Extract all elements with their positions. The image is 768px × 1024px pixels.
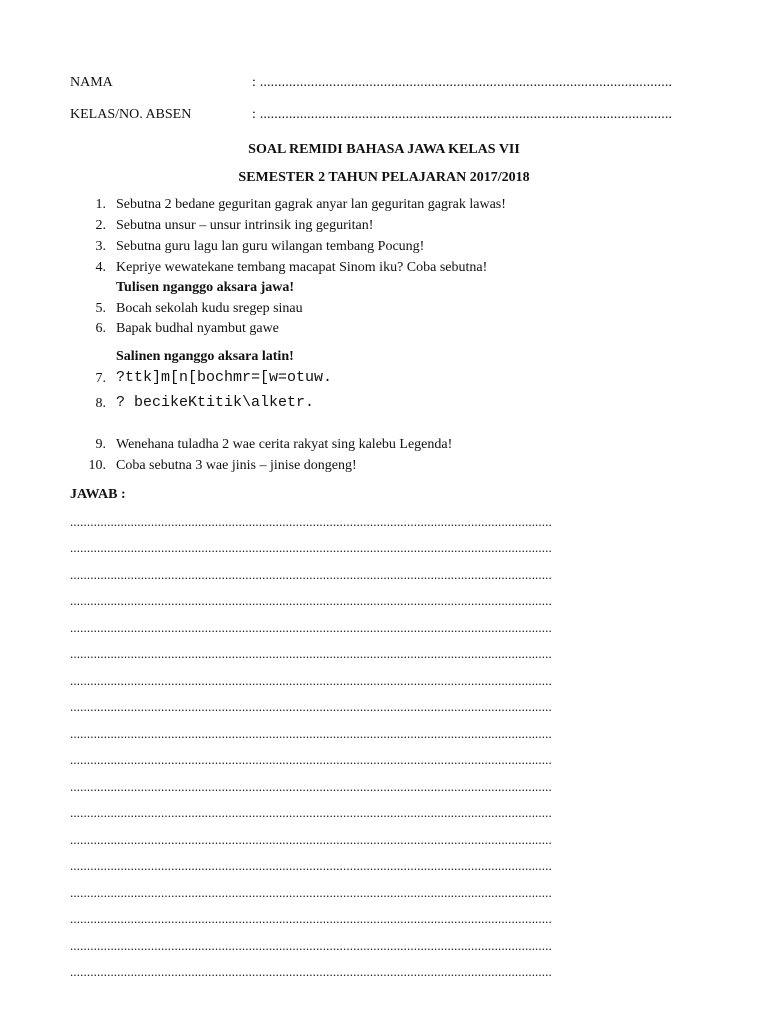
section-heading-aksara-latin: Salinen nganggo aksara latin! xyxy=(116,349,294,364)
answer-line: ............................................................................................................................................... xyxy=(70,964,552,979)
answer-line: ............................................................................................................................................... xyxy=(70,726,552,741)
document-subtitle: SEMESTER 2 TAHUN PELAJARAN 2017/2018 xyxy=(238,170,530,185)
answer-line: ............................................................................................................................................... xyxy=(70,620,552,635)
question-aksara-text: ? becikeKtitik\alketr. xyxy=(116,394,315,411)
answer-line: ............................................................................................................................................... xyxy=(70,911,552,926)
answer-line: ............................................................................................................................................... xyxy=(70,858,552,873)
answer-line: ............................................................................................................................................... xyxy=(70,938,552,953)
answer-line: ............................................................................................................................................... xyxy=(70,699,552,714)
question-text: Kepriye wewatekane tembang macapat Sinom iku? Coba sebutna! xyxy=(116,260,488,275)
answer-line: ............................................................................................................................................... xyxy=(70,646,552,661)
question-text: Wenehana tuladha 2 wae cerita rakyat sing kalebu Legenda! xyxy=(116,437,453,452)
question-number: 1. xyxy=(95,197,106,212)
question-text: Sebutna unsur – unsur intrinsik ing geguritan! xyxy=(116,218,374,233)
answer-line: ............................................................................................................................................... xyxy=(70,540,552,555)
question-number: 6. xyxy=(95,321,106,336)
question-text: Coba sebutna 3 wae jinis – jinise dongeng! xyxy=(116,458,357,473)
answer-line: ............................................................................................................................................... xyxy=(70,514,552,529)
name-field-label: NAMA xyxy=(70,75,113,90)
question-number: 4. xyxy=(95,260,106,275)
answer-line: ............................................................................................................................................... xyxy=(70,805,552,820)
question-text: Bapak budhal nyambut gawe xyxy=(116,321,279,336)
answer-line: ............................................................................................................................................... xyxy=(70,885,552,900)
class-field-label: KELAS/NO. ABSEN xyxy=(70,107,192,122)
answer-line: ............................................................................................................................................... xyxy=(70,567,552,582)
question-number: 3. xyxy=(95,239,106,254)
class-field-blank: : ................................................................................................................. xyxy=(252,107,673,122)
question-aksara-text: ?ttk]m[n[bochmr=[w=otuw. xyxy=(116,369,333,386)
name-field-blank: : ................................................................................................................. xyxy=(252,75,673,90)
answer-line: ............................................................................................................................................... xyxy=(70,779,552,794)
question-number: 10. xyxy=(88,458,106,473)
question-text: Bocah sekolah kudu sregep sinau xyxy=(116,301,303,316)
question-number: 5. xyxy=(95,301,106,316)
answer-line: ............................................................................................................................................... xyxy=(70,673,552,688)
question-text: Sebutna 2 bedane geguritan gagrak anyar lan geguritan gagrak lawas! xyxy=(116,197,506,212)
question-number: 7. xyxy=(95,371,106,386)
answer-line: ............................................................................................................................................... xyxy=(70,832,552,847)
question-number: 8. xyxy=(95,396,106,411)
question-number: 2. xyxy=(95,218,106,233)
answer-line: ............................................................................................................................................... xyxy=(70,752,552,767)
document-title: SOAL REMIDI BAHASA JAWA KELAS VII xyxy=(248,142,520,157)
answer-line: ............................................................................................................................................... xyxy=(70,593,552,608)
question-number: 9. xyxy=(95,437,106,452)
section-heading-aksara-jawa: Tulisen nganggo aksara jawa! xyxy=(116,280,295,295)
answer-label: JAWAB : xyxy=(70,487,126,502)
question-text: Sebutna guru lagu lan guru wilangan tembang Pocung! xyxy=(116,239,425,254)
